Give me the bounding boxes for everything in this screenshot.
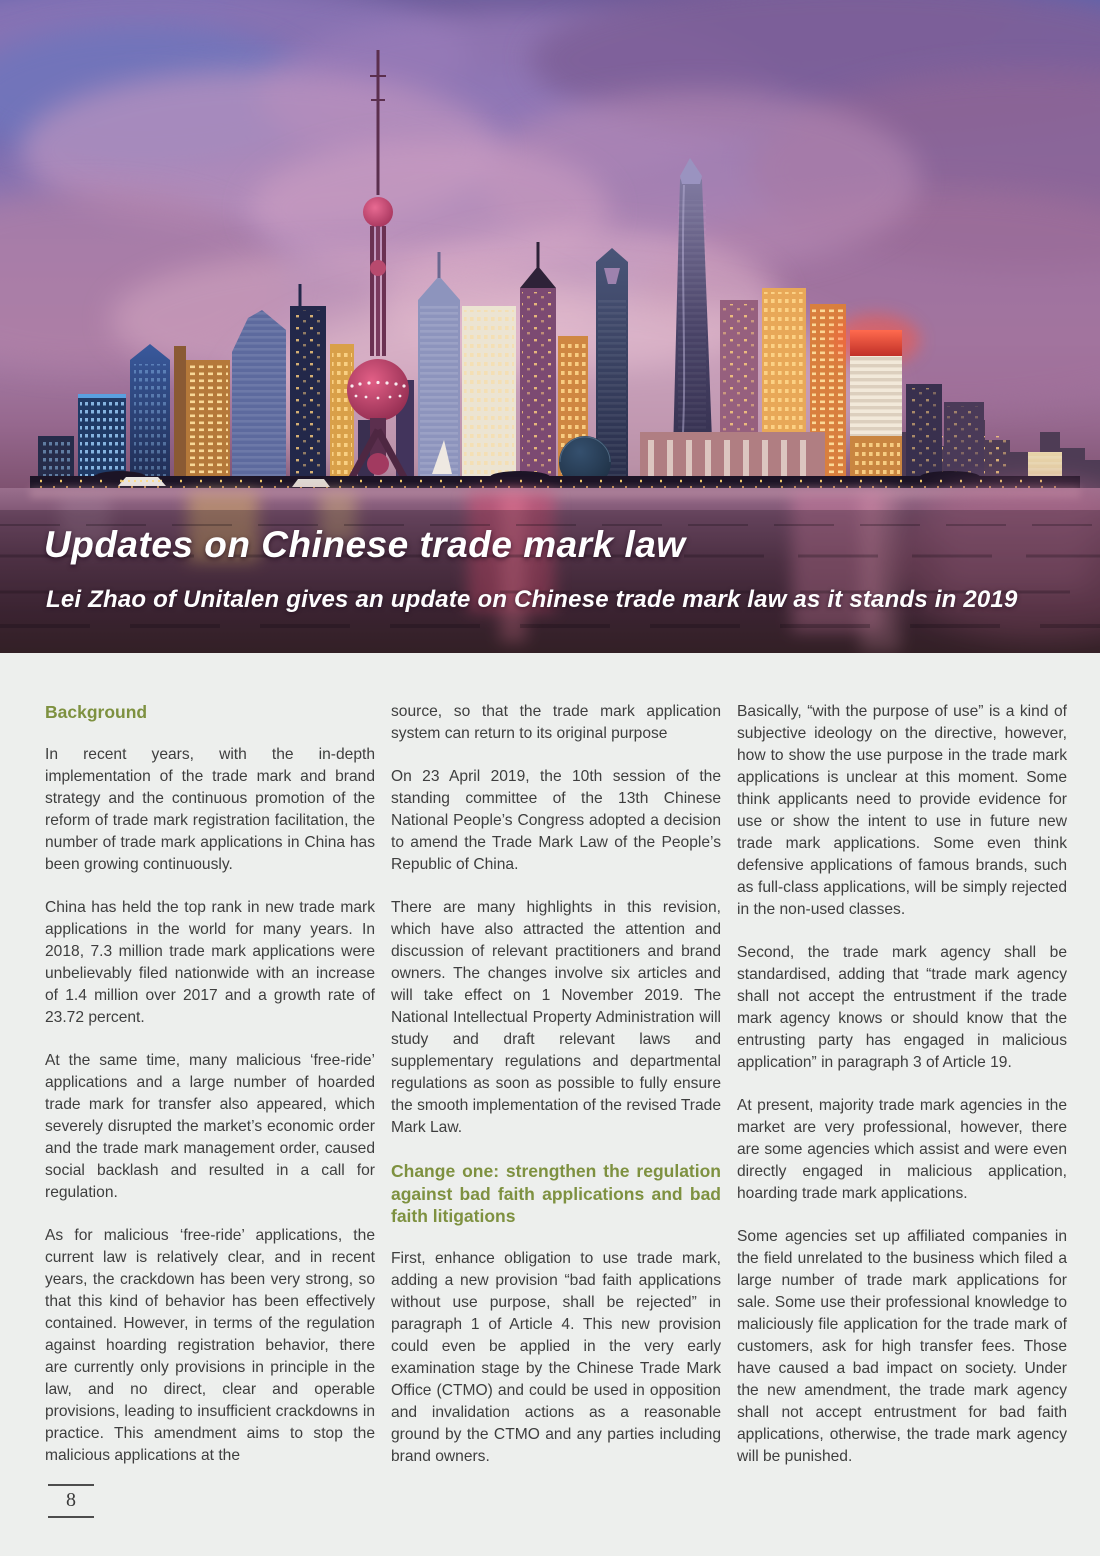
- column-2: [391, 701, 721, 1489]
- paragraph: There are many highlights in this revision, which have also attracted the attention and discussion of relevant practitioners and brand owners. The changes involve six articles and will take effect on 1 November 2019. The National Intellectual Property Administration will study and draft relevant laws and supplementary regulations and departmental regulations as soon as possible to fully ensure the smooth implementation of the revised Trade Mark Law.: [391, 899, 721, 1136]
- page-number: 8: [48, 1484, 94, 1518]
- paragraph: In recent years, with the in-depth implementation of the trade mark and brand strategy and the continuous promotion of the reform of trade mark registration facilitation, the number of trade mark applications in China has been growing continuously.: [45, 745, 375, 873]
- column-1: [45, 701, 375, 1489]
- article-subtitle: Lei Zhao of Unitalen gives an update on Chinese trade mark law as it stands in 2019: [46, 586, 1018, 613]
- section-heading-change-one: Change one: strengthen the regulation against bad faith applications and bad faith litigations: [391, 1161, 721, 1226]
- paragraph: As for malicious ‘free-ride’ applications, the current law is relatively clear, and in recent years, the crackdown has been very strong, so that this kind of behavior has been effectively contained. However, in terms of the regulation against hoarding registration behavior, there are currently only provisions in principle in the law, and no direct, clear and operable provisions, leading to insufficient crackdowns in practice. This amendment aims to stop the malicious applications at the: [45, 1226, 375, 1464]
- paragraph: Second, the trade mark agency shall be standardised, adding that “trade mark agency shall not accept the entrustment if the trade mark agency knows or should know that the entrusting party has engaged in malicious application” in paragraph 3 of Article 19.: [737, 944, 1067, 1071]
- paragraph: Some agencies set up affiliated companies in the field unrelated to the business which filed a large number of trade mark applications for sale. Some use their professional knowledge to maliciously file application for the trade mark of customers, ask for high transfer fees. Those have caused a bad impact on society. Under the new amendment, the trade mark agency shall not accept entrustment for bad faith applications, otherwise, the trade mark agency will be punished.: [737, 1228, 1067, 1465]
- paragraph: At the same time, many malicious ‘free-ride’ applications and a large number of hoarded trade mark for transfer also appeared, which severely disrupted the market’s economic order and the trade mark management order, caused social backlash and resulted in a call for regulation.: [45, 1051, 375, 1201]
- paragraph: Basically, “with the purpose of use” is a kind of subjective ideology on the directive, however, how to show the use purpose in the trade mark applications is unclear at this moment. Some think applicants need to provide evidence for use or show the intent to use in future new trade mark applications. Some even think defensive applications of famous brands, such as full-class applications, will be simply rejected in the non-used classes.: [737, 703, 1067, 918]
- paragraph: On 23 April 2019, the 10th session of the standing committee of the 13th Chinese National People’s Congress adopted a decision to amend the Trade Mark Law of the People’s Republic of China.: [391, 768, 721, 873]
- article-body: [0, 653, 1100, 1489]
- hero: [0, 0, 1100, 653]
- column-3: [737, 701, 1067, 1489]
- paragraph: source, so that the trade mark application system can return to its original purpose: [391, 703, 721, 742]
- article-title: Updates on Chinese trade mark law: [44, 524, 686, 565]
- paragraph: At present, majority trade mark agencies in the market are very professional, however, there are some agencies which assist and were even directly engaged in malicious application, hoarding trade mark applications.: [737, 1097, 1067, 1202]
- section-heading-background: Background: [45, 702, 148, 722]
- paragraph: China has held the top rank in new trade mark applications in the world for many years. In 2018, 7.3 million trade mark applications were unbelievably filed nationwide with an increase of 1.4 million over 2017 and a growth rate of 23.72 percent.: [45, 898, 375, 1026]
- paragraph: First, enhance obligation to use trade mark, adding a new provision “bad faith applications without use purpose, shall be rejected” in paragraph 1 of Article 4. This new provision could even be applied in the very early examination stage by the Chinese Trade Mark Office (CTMO) and could be used in opposition and invalidation actions as a reasonable ground by the CTMO and any parties including brand owners.: [391, 1249, 721, 1465]
